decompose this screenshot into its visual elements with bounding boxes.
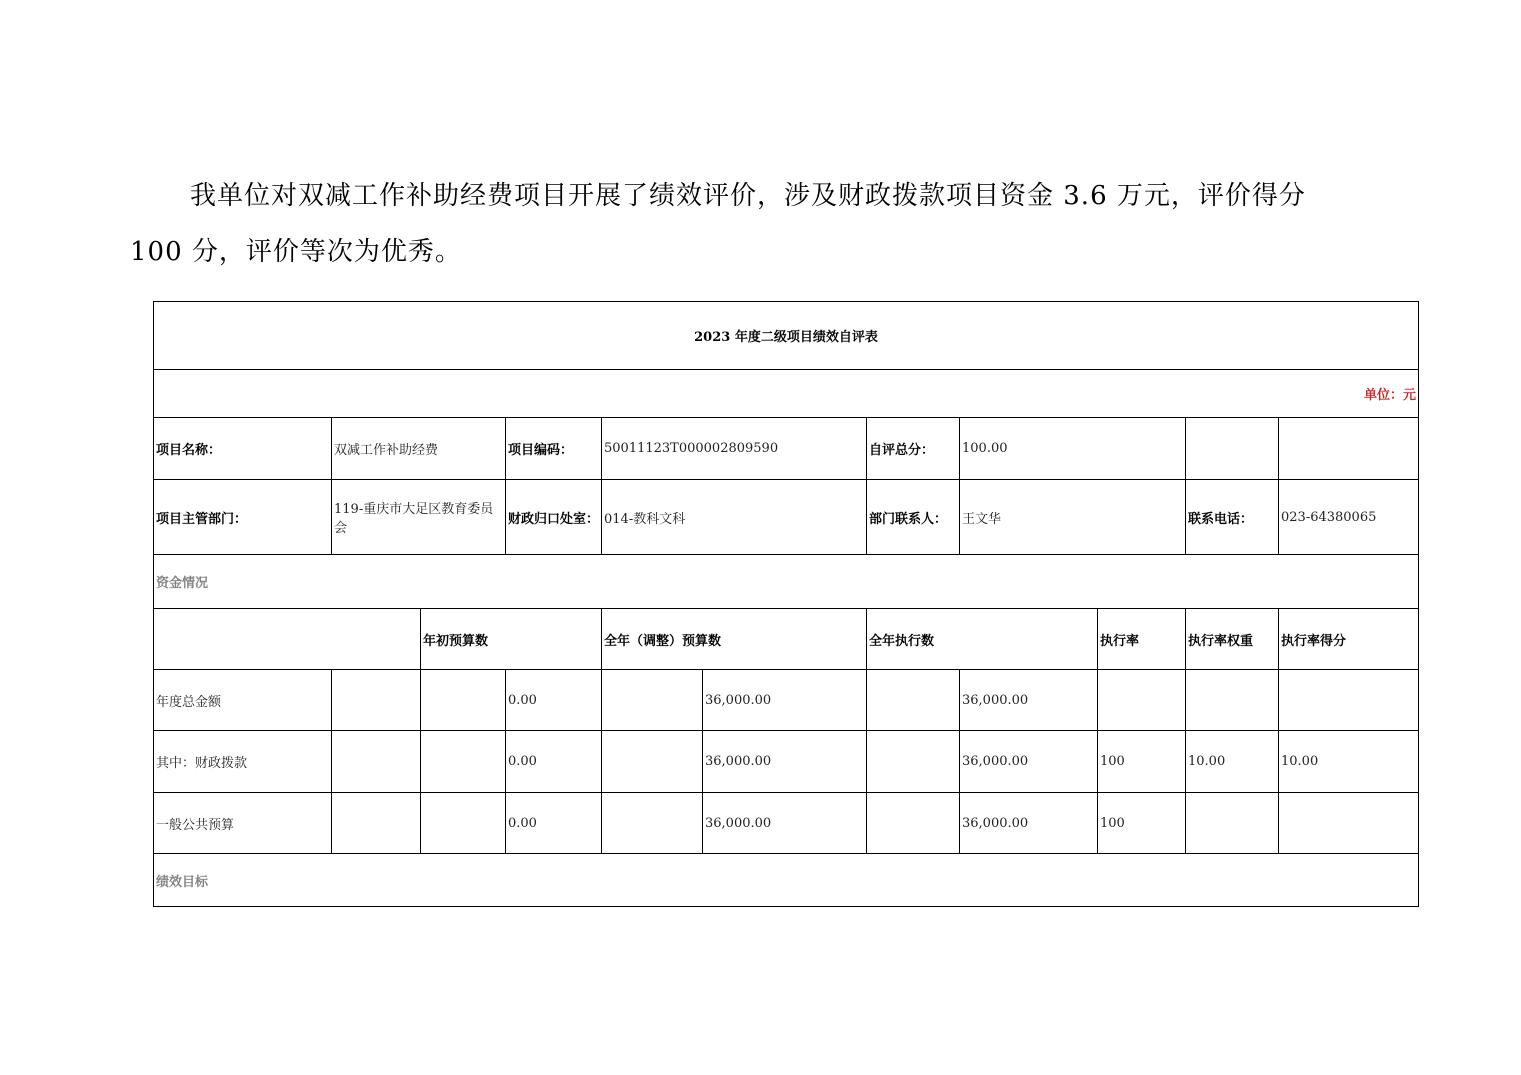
exec-score-header: 执行率得分 xyxy=(1279,609,1419,670)
exec-weight-cell xyxy=(1186,670,1279,731)
phone-value: 023-64380065 xyxy=(1279,480,1419,555)
empty-cell xyxy=(867,793,960,854)
empty-cell xyxy=(867,731,960,793)
exec-score-cell xyxy=(1279,670,1419,731)
project-code-label: 项目编码： xyxy=(506,418,602,480)
exec-rate-cell xyxy=(1098,670,1186,731)
executed-header: 全年执行数 xyxy=(867,609,1098,670)
adjusted-budget-cell: 36,000.00 xyxy=(703,793,867,854)
empty-cell xyxy=(1279,418,1419,480)
exec-rate-cell: 100 xyxy=(1098,793,1186,854)
intro-line-2: 100 分，评价等次为优秀。 xyxy=(130,237,462,267)
performance-self-eval-table xyxy=(153,301,1419,907)
empty-cell xyxy=(602,731,703,793)
empty-cell xyxy=(332,670,421,731)
contact-label: 部门联系人： xyxy=(867,480,960,555)
empty-cell xyxy=(421,793,506,854)
phone-label: 联系电话： xyxy=(1186,480,1279,555)
department-row xyxy=(154,480,1419,555)
project-code-value: 50011123T000002809590 xyxy=(602,418,867,480)
exec-weight-cell xyxy=(1186,793,1279,854)
initial-budget-cell: 0.00 xyxy=(506,670,602,731)
funds-header-row xyxy=(154,609,1419,670)
project-name-label: 项目名称： xyxy=(154,418,332,480)
empty-cell xyxy=(867,670,960,731)
project-name-value: 双减工作补助经费 xyxy=(332,418,506,480)
table-title: 2023 年度二级项目绩效自评表 xyxy=(154,302,1419,370)
adjusted-budget-header: 全年（调整）预算数 xyxy=(602,609,867,670)
empty-cell xyxy=(602,670,703,731)
exec-weight-header: 执行率权重 xyxy=(1186,609,1279,670)
dept-value: 119-重庆市大足区教育委员会 xyxy=(332,480,506,555)
finance-office-label: 财政归口处室： xyxy=(506,480,602,555)
self-score-value: 100.00 xyxy=(960,418,1186,480)
finance-office-value: 014-教科文科 xyxy=(602,480,867,555)
table-row xyxy=(154,731,1419,793)
row-label: 其中：财政拨款 xyxy=(154,731,332,793)
exec-rate-cell: 100 xyxy=(1098,731,1186,793)
row-label: 一般公共预算 xyxy=(154,793,332,854)
initial-budget-cell: 0.00 xyxy=(506,731,602,793)
initial-budget-cell: 0.00 xyxy=(506,793,602,854)
exec-score-cell xyxy=(1279,793,1419,854)
table-row xyxy=(154,793,1419,854)
intro-paragraph xyxy=(0,168,1521,280)
project-info-row xyxy=(154,418,1419,480)
intro-line-1: 我单位对双减工作补助经费项目开展了绩效评价，涉及财政拨款项目资金 3.6 万元，评价得分 xyxy=(190,181,1306,211)
adjusted-budget-cell: 36,000.00 xyxy=(703,670,867,731)
empty-cell xyxy=(332,731,421,793)
unit-label: 单位：元 xyxy=(154,370,1419,418)
funds-section-heading: 资金情况 xyxy=(154,555,1419,609)
empty-header-cell xyxy=(154,609,421,670)
contact-value: 王文华 xyxy=(960,480,1186,555)
empty-cell xyxy=(1186,418,1279,480)
adjusted-budget-cell: 36,000.00 xyxy=(703,731,867,793)
self-score-label: 自评总分： xyxy=(867,418,960,480)
row-label: 年度总金额 xyxy=(154,670,332,731)
exec-score-cell: 10.00 xyxy=(1279,731,1419,793)
exec-weight-cell: 10.00 xyxy=(1186,731,1279,793)
goals-section-heading: 绩效目标 xyxy=(154,854,1419,907)
empty-cell xyxy=(332,793,421,854)
executed-cell: 36,000.00 xyxy=(960,670,1098,731)
empty-cell xyxy=(421,731,506,793)
table-row xyxy=(154,670,1419,731)
exec-rate-header: 执行率 xyxy=(1098,609,1186,670)
empty-cell xyxy=(602,793,703,854)
empty-cell xyxy=(421,670,506,731)
dept-label: 项目主管部门： xyxy=(154,480,332,555)
initial-budget-header: 年初预算数 xyxy=(421,609,602,670)
executed-cell: 36,000.00 xyxy=(960,793,1098,854)
executed-cell: 36,000.00 xyxy=(960,731,1098,793)
